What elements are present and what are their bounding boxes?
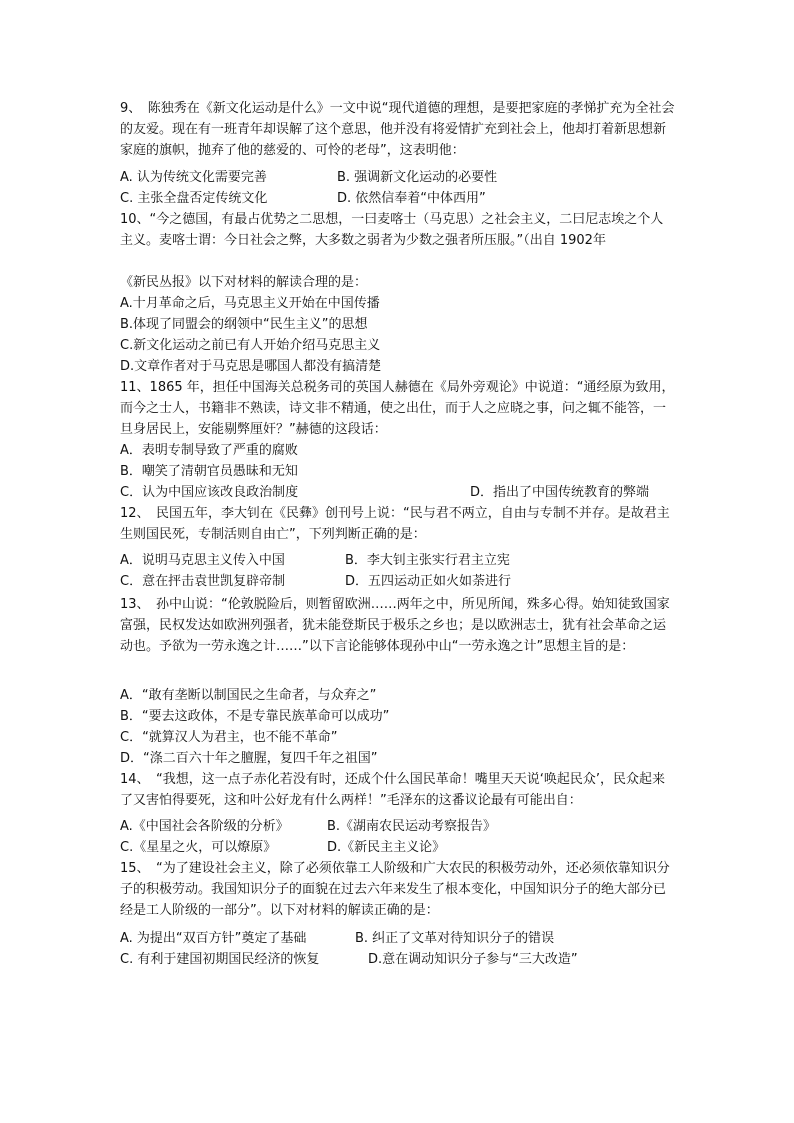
question-10-option-b: B.体现了同盟会的纲领中“民生主义”的思想 xyxy=(120,317,368,332)
question-11-option-d: D．指出了中国传统教育的弊端 xyxy=(470,485,650,500)
question-12-option-d: D．五四运动正如火如荼进行 xyxy=(345,574,512,589)
question-12-option-c: C．意在抨击袁世凯复辟帝制 xyxy=(120,574,286,589)
question-13-stem: 13、 孙中山说：“伦敦脱险后，则暂留欧洲……两年之中，所见所闻，殊多心得。始知徒致国家富强，民权发达如欧洲列强者，犹未能登斯民于极乐之乡也；是以欧洲志士，犹有社会革命之运动也。予欲为一劳永逸之计……”以下言论能够体现孙中山“一劳永逸之计”思想主旨的是： xyxy=(120,597,670,654)
question-11-option-c: C．认为中国应该改良政治制度 xyxy=(120,485,299,500)
question-10-stem-continued: 《新民丛报》以下对材料的解读合理的是： xyxy=(120,275,368,290)
question-10-stem: 10、“今之德国，有最占优势之二思想，一曰麦喀士（马克思）之社会主义，二曰尼志埃之个人主义。麦喀士谓：今日社会之弊，大多数之弱者为少数之强者所压服。”（出自 1902年 xyxy=(120,212,664,248)
question-15-option-d: D.意在调动知识分子参与“三大改造” xyxy=(368,952,578,967)
question-15-option-a: A. 为提出“双百方针”奠定了基础 xyxy=(120,931,307,946)
question-9-option-b: B. 强调新文化运动的必要性 xyxy=(337,170,498,185)
question-14-option-a: A.《中国社会各阶级的分析》 xyxy=(120,819,289,834)
question-14-option-d: D.《新民主主义论》 xyxy=(327,840,446,855)
question-13-option-c: C．“就算汉人为君主，也不能不革命” xyxy=(120,730,338,745)
question-10-option-a: A.十月革命之后，马克思主义开始在中国传播 xyxy=(120,296,380,311)
question-10-option-d: D.文章作者对于马克思是哪国人都没有搞清楚 xyxy=(120,359,382,374)
question-15-stem: 15、 “为了建设社会主义，除了必须依靠工人阶级和广大农民的积极劳动外，还必须依靠知识分子的积极劳动。我国知识分子的面貌在过去六年来发生了根本变化，中国知识分子的绝大部分已经是工人阶级的一部分”。以下对材料的解读正确的是： xyxy=(120,861,670,918)
question-15-option-b: B. 纠正了文革对待知识分子的错误 xyxy=(355,931,555,946)
question-12-option-a: A．说明马克思主义传入中国 xyxy=(120,553,285,568)
question-13-option-b: B．“要去这政体，不是专靠民族革命可以成功” xyxy=(120,709,390,724)
question-9-option-a: A. 认为传统文化需要完善 xyxy=(120,170,267,185)
question-14-stem: 14、 “我想，这一点子赤化若没有时，还成个什么国民革命！嘴里天天说‘唤起民众’，民众起来了又害怕得要死，这和叶公好龙有什么两样！”毛泽东的这番议论最有可能出自： xyxy=(120,772,666,808)
question-11-option-b: B．嘲笑了清朝官员愚昧和无知 xyxy=(120,464,298,479)
question-10-option-c: C.新文化运动之前已有人开始介绍马克思主义 xyxy=(120,338,381,353)
question-14-option-b: B.《湖南农民运动考察报告》 xyxy=(327,819,497,834)
question-15-option-c: C. 有利于建国初期国民经济的恢复 xyxy=(120,952,320,967)
question-14-option-c: C.《星星之火，可以燎原》 xyxy=(120,840,277,855)
question-11-option-a: A．表明专制导致了严重的腐败 xyxy=(120,443,298,458)
question-13-option-d: D．“涤二百六十年之膻腥，复四千年之祖国” xyxy=(120,751,378,766)
question-9-stem: 9、 陈独秀在《新文化运动是什么》一文中说“现代道德的理想，是要把家庭的孝悌扩充为全社会的友爱。现在有一班青年却误解了这个意思，他并没有将爱情扩充到社会上，他却打着新思想新家庭的旗帜，抛弃了他的慈爱的、可怜的老母”，这表明他： xyxy=(120,101,675,158)
question-12-option-b: B．李大钊主张实行君主立宪 xyxy=(345,553,510,568)
question-11-stem: 11、1865 年，担任中国海关总税务司的英国人赫德在《局外旁观论》中说道：“通经原为致用，而今之士人，书籍非不熟读，诗文非不精通，使之出仕，而于人之应晓之事，问之辄不能答，一旦身居民上，安能剔弊厘奸？”赫德的这段话： xyxy=(120,380,675,437)
question-9-option-c: C. 主张全盘否定传统文化 xyxy=(120,191,268,206)
question-12-stem: 12、 民国五年，李大钊在《民彝》创刊号上说：“民与君不两立，自由与专制不并存。是故君主生则国民死，专制活则自由亡”，下列判断正确的是： xyxy=(120,506,670,542)
question-13-option-a: A．“敢有垄断以制国民之生命者，与众弃之” xyxy=(120,688,377,703)
question-9-option-d: D. 依然信奉着“中体西用” xyxy=(337,191,486,206)
